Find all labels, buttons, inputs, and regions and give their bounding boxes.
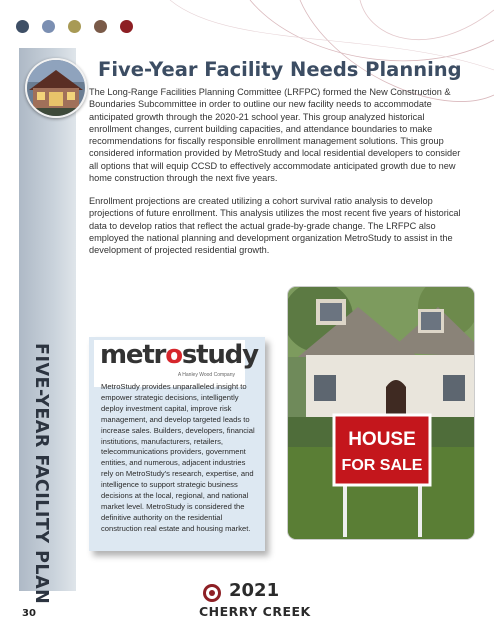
- house-for-sale-photo: [287, 286, 475, 540]
- footer-year: 2021: [229, 580, 280, 601]
- dot-gold: [68, 20, 81, 33]
- sign-line-1: HOUSE: [348, 429, 416, 450]
- dot-blue: [42, 20, 55, 33]
- sign-line-2: FOR SALE: [341, 457, 423, 474]
- page-number: 30: [22, 608, 36, 619]
- school-building-photo: [25, 58, 87, 118]
- footer-district-name: CHERRY CREEK: [199, 604, 311, 619]
- dot-navy: [16, 20, 29, 33]
- vertical-section-title: FIVE-YEAR FACILITY PLAN: [31, 343, 51, 605]
- color-dots: [16, 20, 133, 33]
- district-seal-icon: [199, 582, 225, 604]
- dot-brown: [94, 20, 107, 33]
- dot-red: [120, 20, 133, 33]
- metrostudy-logo: metrostudy A Hanley Wood Company: [94, 340, 245, 387]
- enrollment-paragraph: Enrollment projections are created utilizing a cohort survival ratio analysis to develop projections of future enrollment. This analysis utilizes the most recent five years of historical data to develop ratios that reflect the actual grade-by-grade change. The LRFPC also employed the national planning and development organization MetroStudy to assist in the development of projected residential growth.: [89, 196, 461, 256]
- metrostudy-description: MetroStudy provides unparalleled insight to empower strategic decisions, intelligently deploy investment capital, improve risk management, and develop targeted leads to increase sales. Builders, developers, financial institutions, manufacturers, retailers, telecommunications providers, government entities, and numerous, adjacent industries rely on MetroStudy's research, expertise, and intelligence to support strategic business decisions at the local, regional, and national market level. MetroStudy is considered the definitive authority on the residential construction real estate and housing market.: [101, 382, 255, 533]
- page-title: Five-Year Facility Needs Planning: [98, 58, 462, 81]
- intro-paragraph: The Long-Range Facilities Planning Committee (LRFPC) formed the New Construction & Boundaries Subcommittee in order to outline our new facility needs to accommodate anticipated growth through the 2020-21 school year. This group analyzed historical enrollment changes, current building capacities, and attendance boundaries to make recommendations for fiscally responsible enrollment management solutions. This group considered information provided by MetroStudy and local residential developers to consider all options that will equip CCSD to effectively accommodate anticipated growth due to new home construction through the next five years.: [89, 87, 461, 184]
- logo-subtitle: A Hanley Wood Company: [177, 372, 235, 378]
